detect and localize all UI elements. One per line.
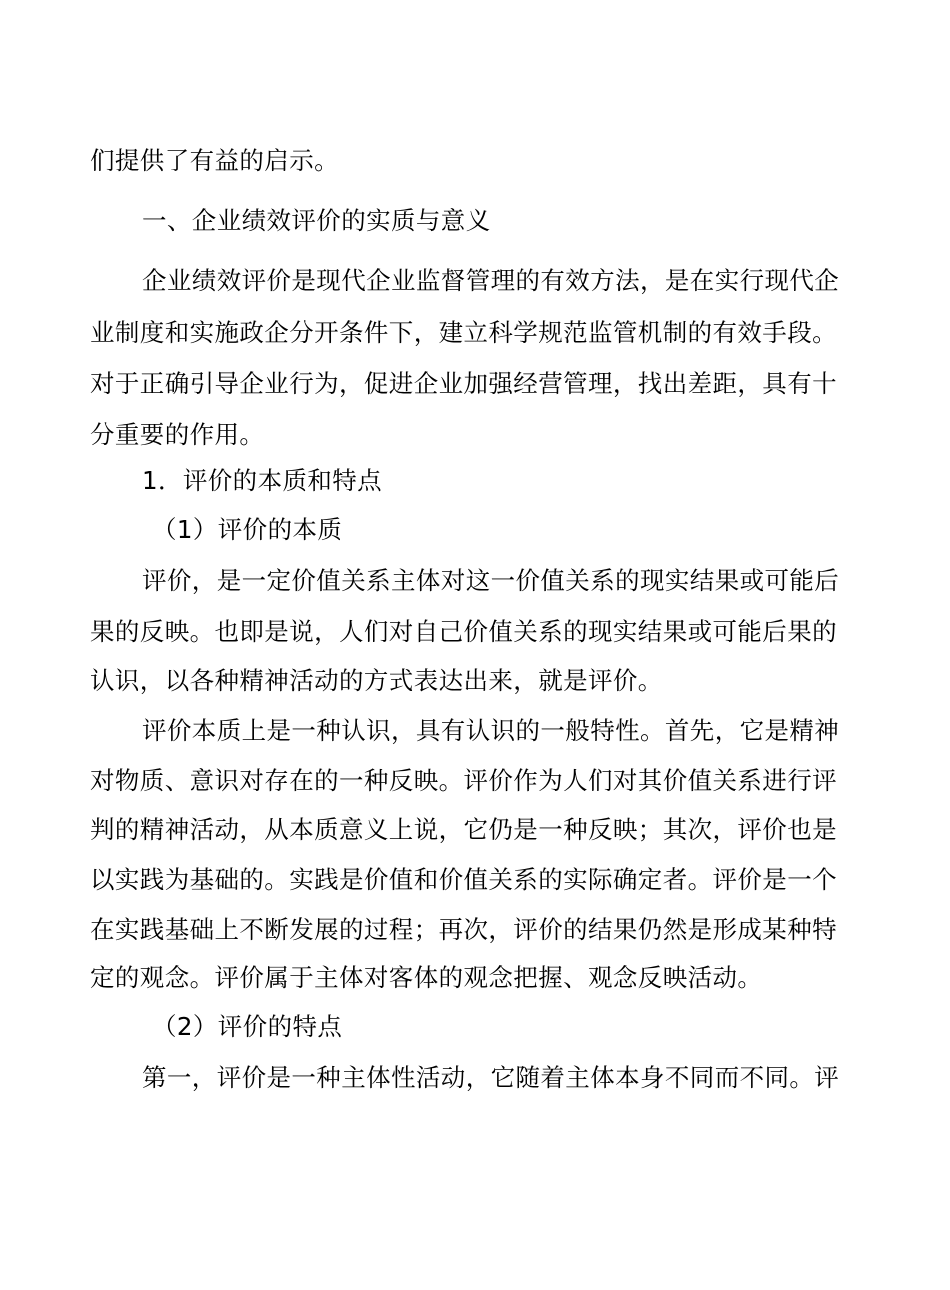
- paragraph-line: 们提供了有益的启示。: [90, 146, 339, 175]
- paragraph-line: 认识，以各种精神活动的方式表达出来，就是评价。: [90, 666, 663, 695]
- paragraph-line: 第一，评价是一种主体性活动，它随着主体本身不同而不同。评: [142, 1063, 840, 1092]
- paragraph-line: 对于正确引导企业行为，促进企业加强经营管理，找出差距，具有十: [90, 369, 837, 398]
- paragraph-line: 果的反映。也即是说，人们对自己价值关系的现实结果或可能后果的: [90, 617, 837, 646]
- paragraph-line: 业制度和实施政企分开条件下，建立科学规范监管机制的有效手段。: [90, 318, 837, 347]
- paragraph-line: 分重要的作用。: [90, 420, 265, 449]
- section-heading: 一、企业绩效评价的实质与意义: [142, 206, 491, 235]
- paragraph-line: 判的精神活动，从本质意义上说，它仍是一种反映；其次，评价也是: [90, 815, 837, 844]
- paragraph-line: 在实践基础上不断发展的过程；再次，评价的结果仍然是形成某种特: [90, 915, 837, 944]
- paragraph-line: 定的观念。评价属于主体对客体的观念把握、观念反映活动。: [90, 963, 763, 992]
- subsection-heading: （2）评价的特点: [152, 1012, 343, 1041]
- subsection-heading: （1）评价的本质: [152, 515, 343, 544]
- paragraph-line: 对物质、意识对存在的一种反映。评价作为人们对其价值关系进行评: [90, 766, 837, 795]
- paragraph-line: 以实践为基础的。实践是价值和价值关系的实际确定者。评价是一个: [90, 865, 837, 894]
- paragraph-line: 企业绩效评价是现代企业监督管理的有效方法，是在实行现代企: [142, 266, 840, 295]
- subsection-heading: 1．评价的本质和特点: [142, 466, 383, 495]
- paragraph-line: 评价本质上是一种认识，具有认识的一般特性。首先，它是精神: [142, 716, 840, 745]
- paragraph-line: 评价，是一定价值关系主体对这一价值关系的现实结果或可能后: [142, 566, 840, 595]
